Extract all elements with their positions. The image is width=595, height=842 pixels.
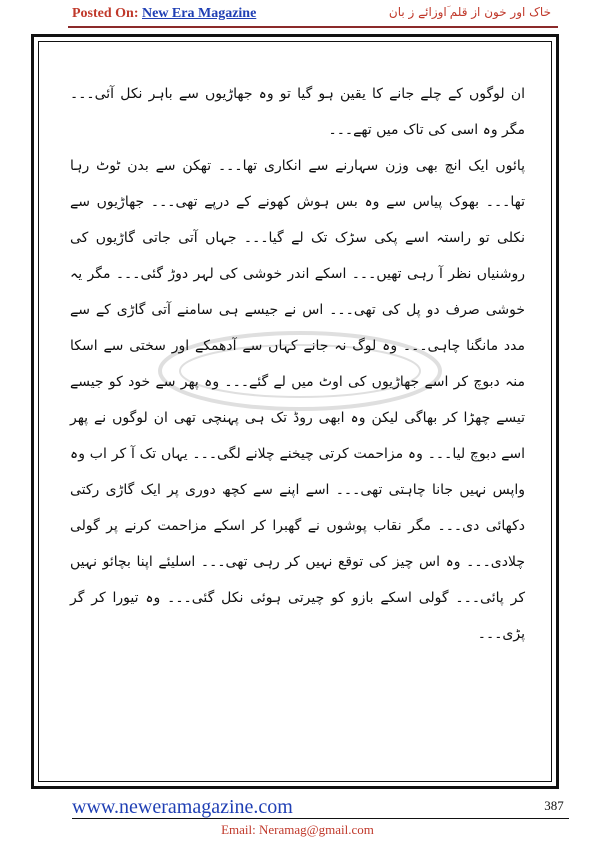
paragraph: پائوں ایک انچ بھی وزن سہارنے سے انکاری تھا۔۔۔ تھکن سے بدن ٹوٹ رہا تھا۔۔۔ بھوک پیاس سے وہ بس ہوش کھونے کے درپے تھی۔۔۔ جھاڑیوں سے نکلی تو راستہ اسے پکی سڑک تک لے گیا۔۔۔ جہاں آتی جاتی گاڑیوں کی روشنیاں نظر آ رہی تھیں۔۔۔ اسکے اندر خوشی کی لہر دوڑ گئی۔۔۔ مگر یہ خوشی صرف دو پل کی تھی۔۔۔ اس نے جیسے ہی سامنے آتی گاڑی کے سے مدد مانگنا چاہی۔۔۔ وہ لوگ نہ جانے کہاں سے آدھمکے اور سختی سے اسکا منہ دبوچ کر اسے جھاڑیوں کی اوٹ میں لے گئے۔۔۔ وہ پھر سے خود کو جیسے تیسے چھڑا کر بھاگی لیکن وہ ابھی روڈ تک ہی پہنچی تھی ان لوگوں نے پھر اسے دبوچ لیا۔۔۔ وہ مزاحمت کرتی چیخنے چلانے لگی۔۔۔ یہاں تک آ کر اب وہ واپس نہیں جانا چاہتی تھی۔۔۔ اسے اپنے سے کچھ دوری پر ایک گاڑی رکتی دکھائی دی۔۔۔ مگر نقاب پوشوں نے گھبرا کر اسکے مزاحمت کرنے پر گولی چلادی۔۔۔ وہ اس چیز کی توقع نہیں کر رہی تھی۔۔۔ اسلیئے اپنا بچائو نہیں کر پائی۔۔۔ گولی اسکے بازو کو چیرتی ہوئی نکل گئی۔۔۔ وہ تیورا کر گر پڑی۔۔۔ (70, 158, 525, 642)
page-header (0, 0, 595, 26)
posted-on-label: Posted On: (72, 6, 139, 21)
page-number: 387 (544, 798, 564, 813)
header-divider (68, 26, 558, 28)
footer-divider (72, 818, 569, 819)
footer-email[interactable]: Email: Neramag@gmail.com (221, 822, 374, 837)
article-body (70, 76, 525, 652)
website-link[interactable]: www.neweramagazine.com (72, 796, 293, 818)
paragraph: ان لوگوں کے چلے جانے کا یقین ہو گیا تو وہ جھاڑیوں سے باہر نکل آئی۔۔۔ مگر وہ اسی کی تاک میں تھے۔۔۔ (70, 86, 525, 138)
magazine-link[interactable]: New Era Magazine (142, 6, 257, 21)
novel-title: خاک اور خون از قلم ؔاوزائے ز بان (388, 5, 551, 19)
posted-on-line (72, 6, 256, 22)
